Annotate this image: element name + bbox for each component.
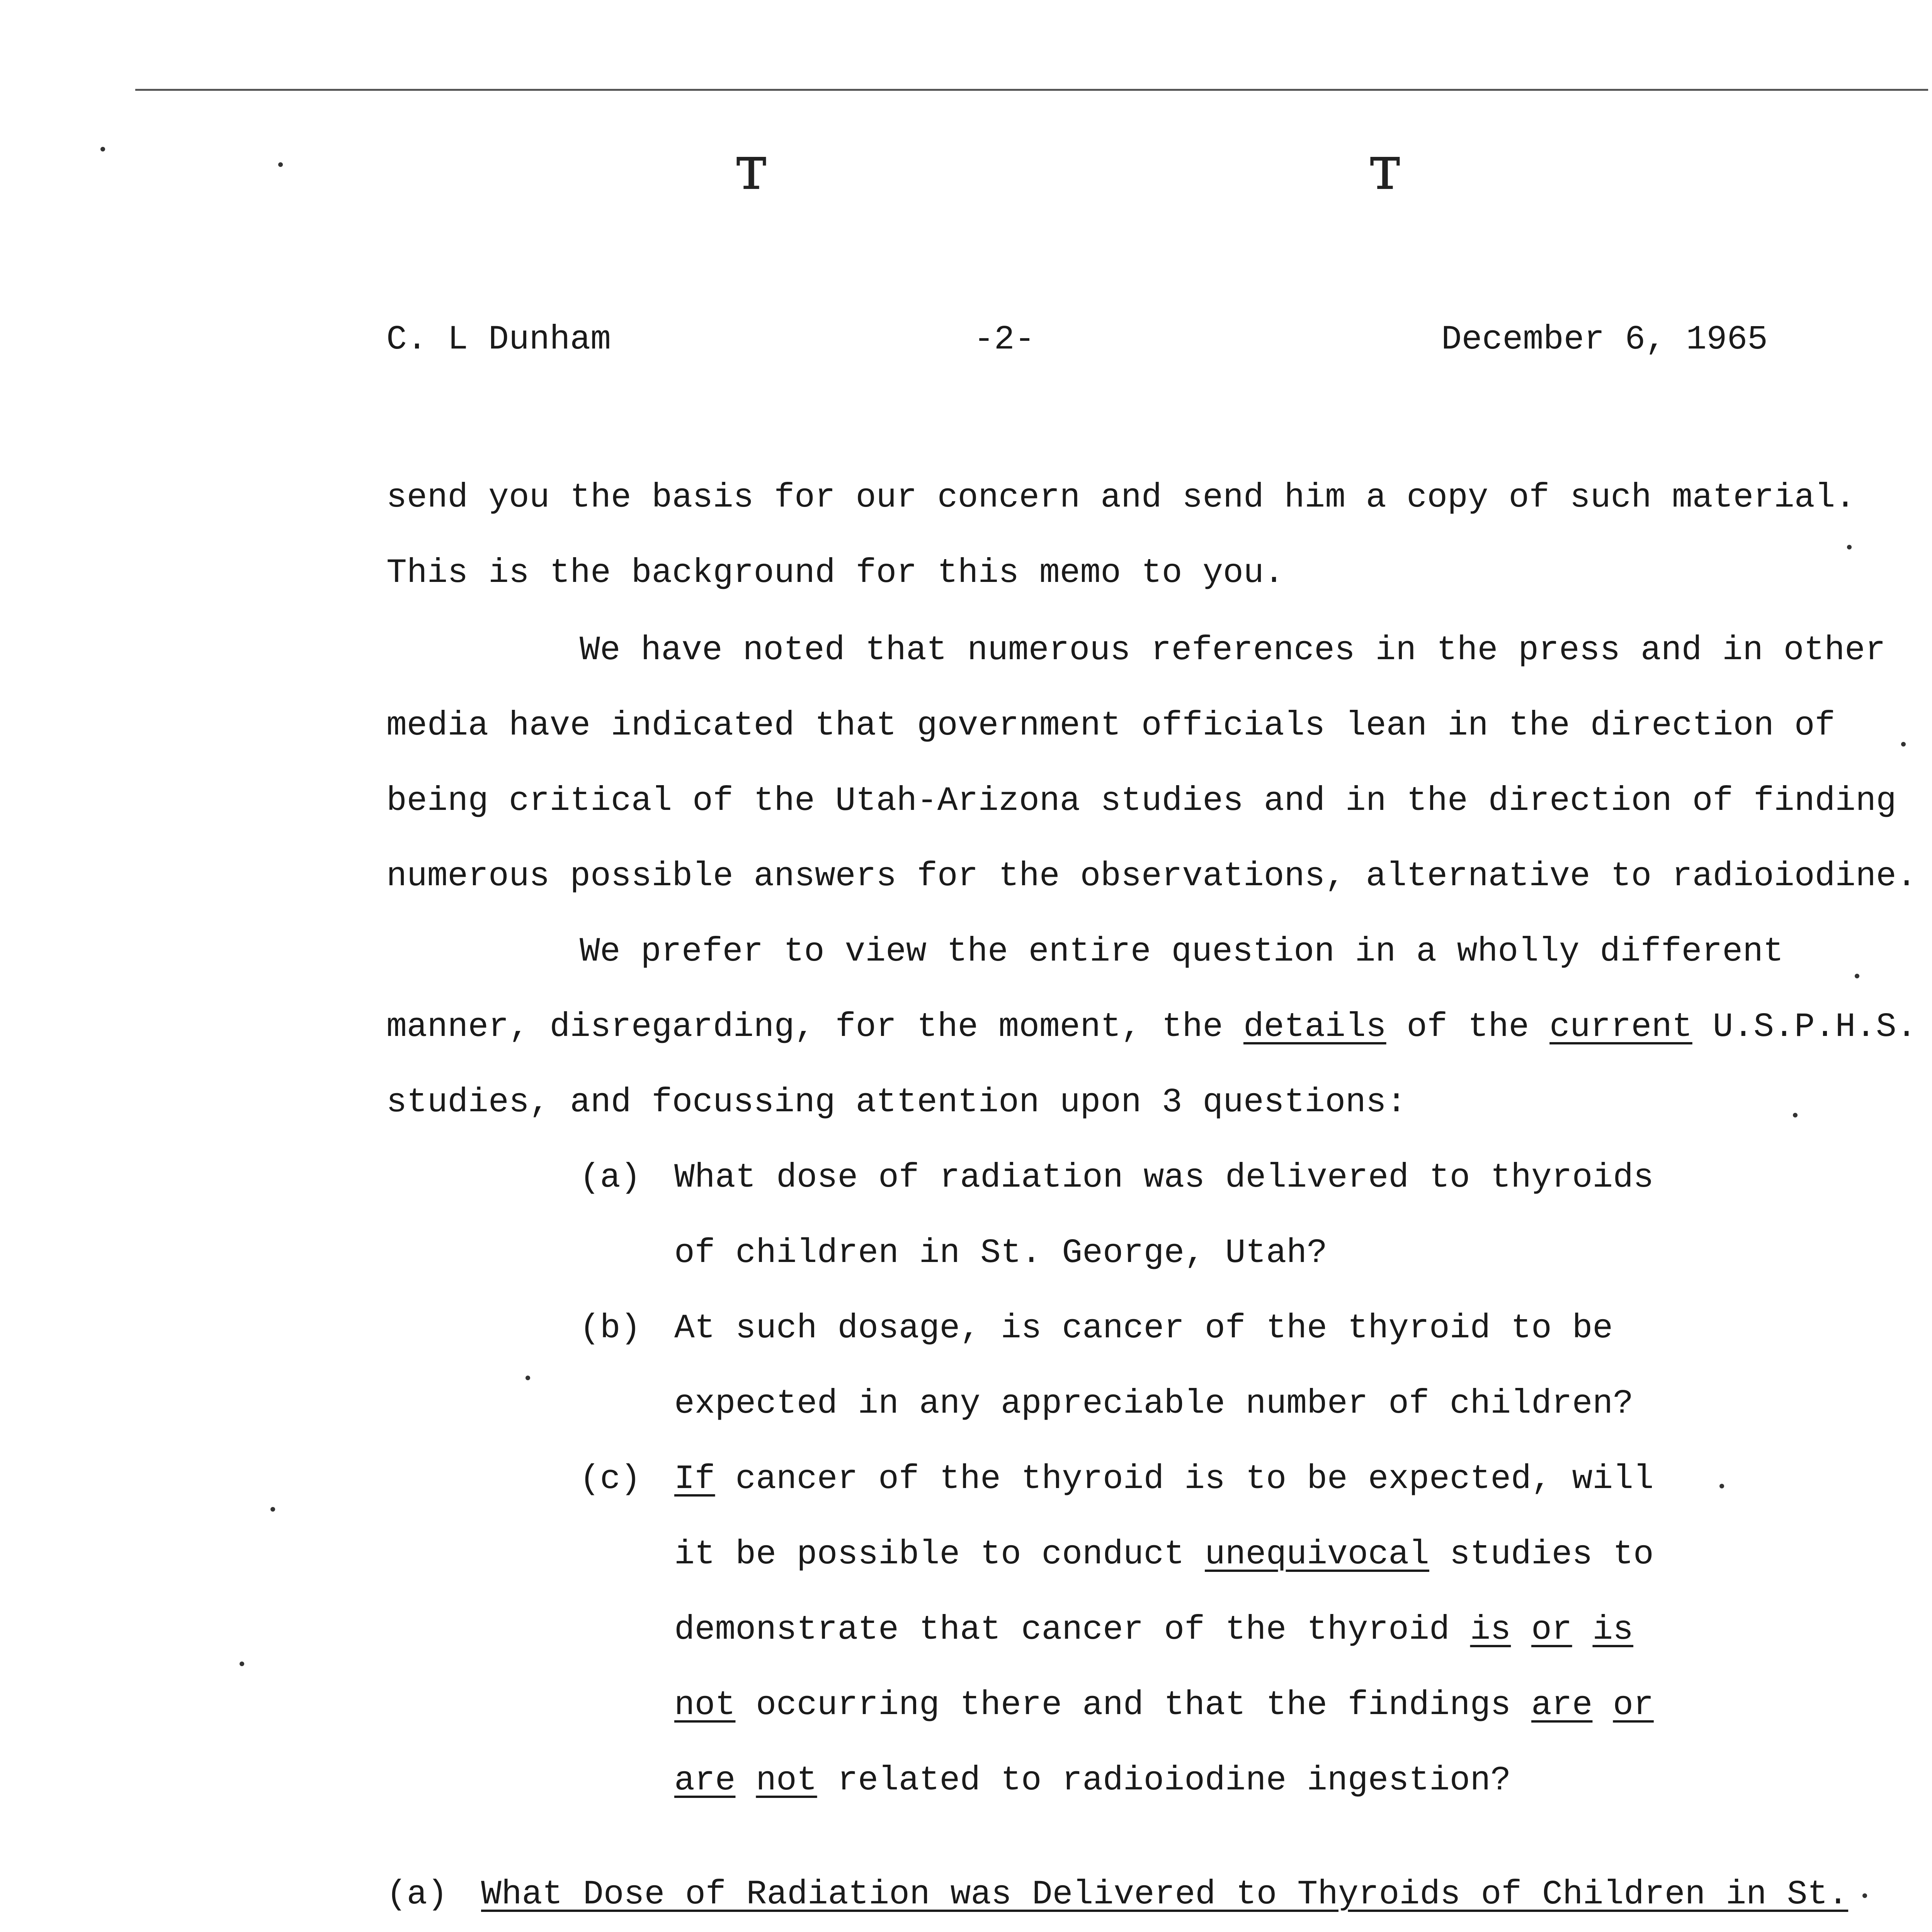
question-label: (c) — [580, 1460, 641, 1498]
text-run: of the — [1386, 1008, 1550, 1046]
text-run — [1592, 1686, 1613, 1725]
underlined-word: If — [674, 1460, 715, 1498]
question-line — [674, 1613, 1633, 1647]
body-line: send you the basis for our concern and send him a copy of such material. — [386, 479, 1856, 517]
text-run — [1572, 1611, 1593, 1649]
text-run: U.S.P.H.S. — [1692, 1008, 1917, 1046]
underlined-word: not — [756, 1762, 817, 1800]
handwritten-mark-left: ᴛ — [734, 131, 769, 204]
text-run: demonstrate that cancer of the thyroid — [674, 1611, 1470, 1649]
section-heading: What Dose of Radiation was Delivered to Thyroids of Children in St. — [481, 1876, 1849, 1914]
scan-speck — [1847, 545, 1852, 549]
underlined-word: not — [674, 1686, 736, 1725]
scan-speck — [278, 162, 283, 167]
underlined-word: unequivocal — [1205, 1536, 1429, 1574]
underlined-word: or — [1613, 1686, 1654, 1725]
question-label: (b) — [580, 1310, 641, 1348]
scan-speck — [240, 1662, 244, 1666]
question-line: expected in any appreciable number of children? — [674, 1385, 1634, 1423]
question-label: (a) — [580, 1159, 641, 1197]
question-line — [674, 1686, 1654, 1725]
scan-speck — [1862, 1893, 1867, 1898]
body-line: being critical of the Utah-Arizona studies and in the direction of finding — [386, 782, 1896, 820]
scan-speck — [270, 1507, 275, 1512]
handwritten-mark-right: ᴛ — [1368, 131, 1402, 204]
body-line: studies, and focussing attention upon 3 questions: — [386, 1083, 1407, 1122]
body-line: We have noted that numerous references in the press and in other — [580, 631, 1886, 670]
question-line: of children in St. George, Utah? — [674, 1234, 1327, 1272]
body-line — [386, 1010, 1917, 1044]
text-run — [1511, 1611, 1531, 1649]
underlined-word: details — [1243, 1008, 1386, 1046]
underlined-word: is — [1470, 1611, 1511, 1649]
body-line: media have indicated that government officials lean in the direction of — [386, 707, 1835, 745]
underlined-word: or — [1531, 1611, 1572, 1649]
underlined-word: is — [1592, 1611, 1634, 1649]
scan-speck — [1793, 1113, 1798, 1117]
text-run: cancer of the thyroid is to be expected, will — [715, 1460, 1654, 1498]
scan-speck — [526, 1376, 530, 1380]
question-line — [674, 1538, 1654, 1572]
scan-speck — [100, 147, 105, 151]
underlined-word: current — [1549, 1008, 1692, 1046]
text-run: it be possible to conduct — [674, 1536, 1205, 1574]
body-line: This is the background for this memo to you. — [386, 554, 1284, 592]
header-recipient: C. L Dunham — [386, 321, 611, 359]
scan-speck — [1901, 742, 1906, 747]
text-run: manner, disregarding, for the moment, the — [386, 1008, 1243, 1046]
top-scan-rule — [135, 89, 1928, 91]
text-run: studies to — [1429, 1536, 1654, 1574]
text-run: related to radioiodine ingestion? — [817, 1762, 1511, 1800]
scan-speck — [1719, 1484, 1724, 1488]
question-line — [674, 1460, 1654, 1498]
question-line: At such dosage, is cancer of the thyroid to be — [674, 1310, 1613, 1348]
body-line: We prefer to view the entire question in a wholly different — [580, 933, 1784, 971]
question-line — [674, 1764, 1511, 1798]
header-page-number: -2- — [974, 321, 1035, 359]
scan-speck — [1855, 974, 1859, 978]
text-run: occurring there and that the findings — [735, 1686, 1531, 1725]
text-run — [735, 1762, 756, 1800]
section-label: (a) — [386, 1876, 448, 1914]
question-line: What dose of radiation was delivered to thyroids — [674, 1159, 1654, 1197]
header-date: December 6, 1965 — [1441, 321, 1768, 359]
body-line: numerous possible answers for the observations, alternative to radioiodine. — [386, 857, 1917, 896]
underlined-word: are — [674, 1762, 736, 1800]
underlined-word: are — [1531, 1686, 1593, 1725]
